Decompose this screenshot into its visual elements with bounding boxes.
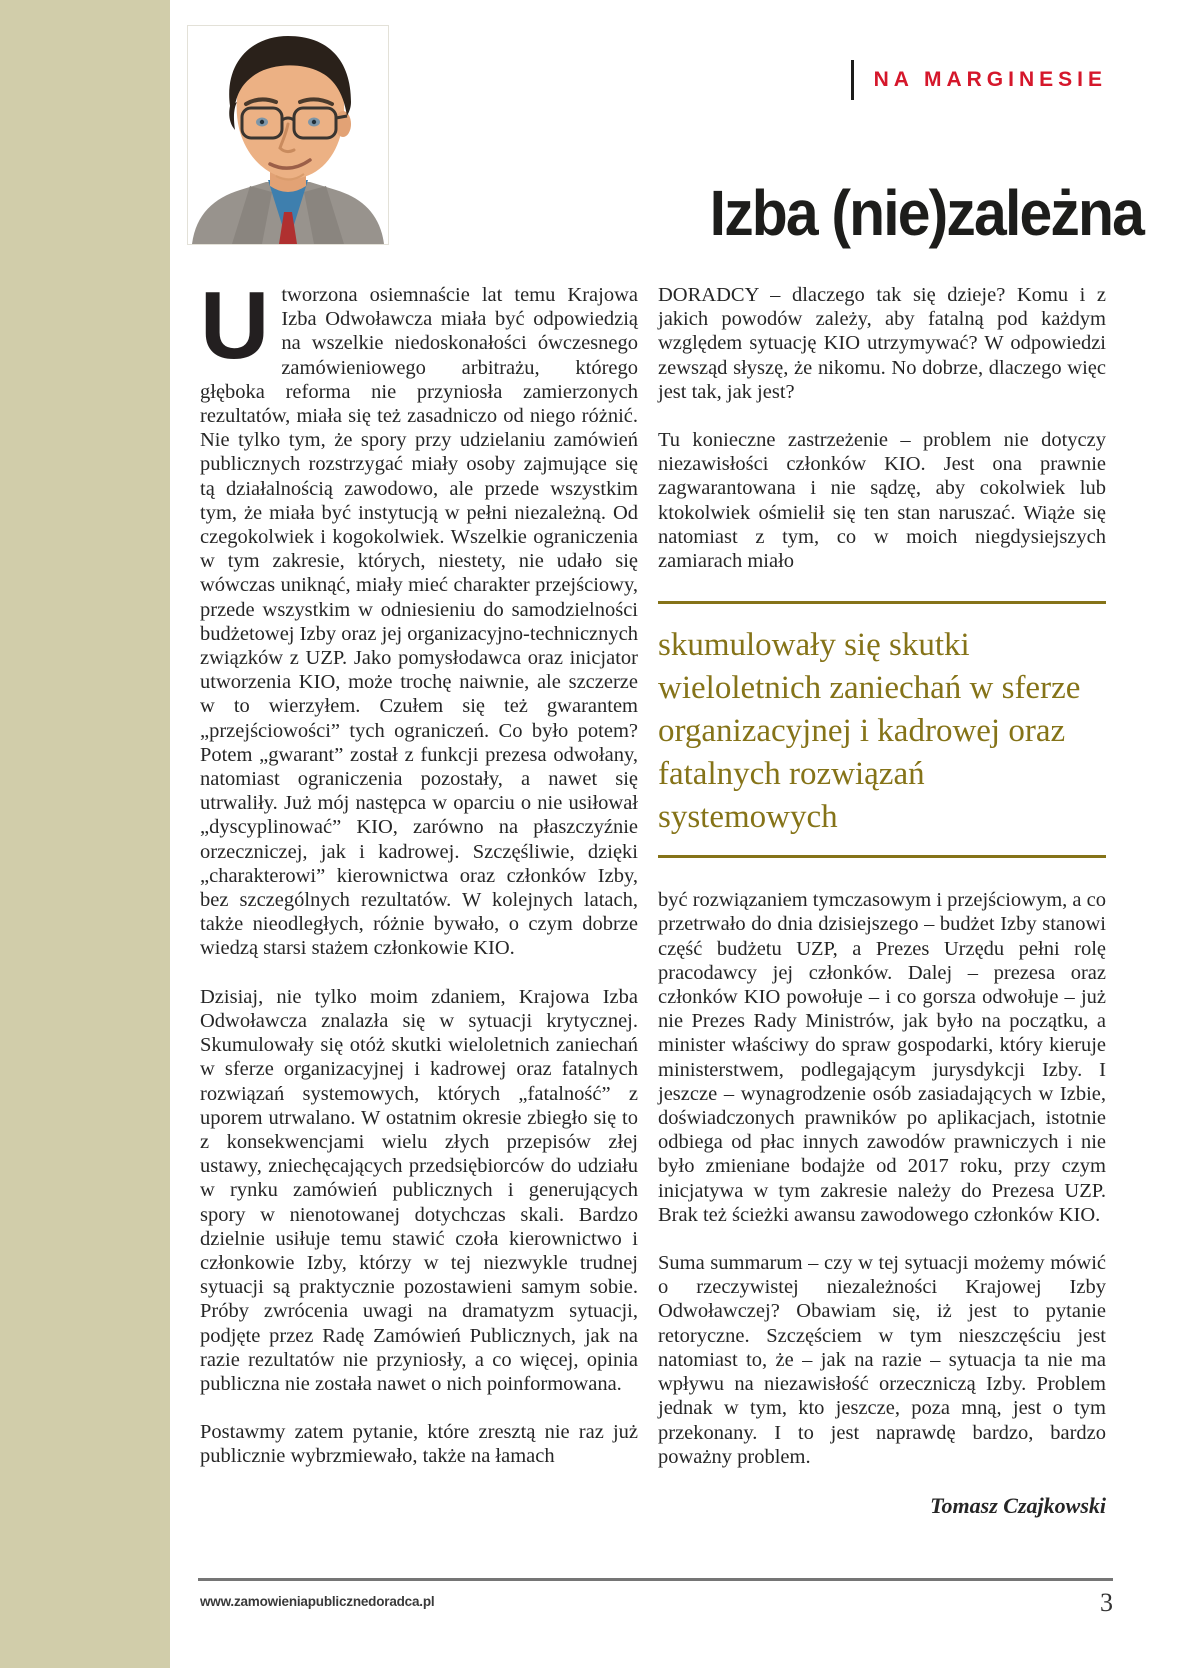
drop-cap: U — [200, 272, 270, 379]
pull-quote-text: skumulowały się skutki wieloletnich zaniechań w sferze organizacyjnej i kadrowej oraz fatalnych rozwiązań systemowych — [658, 627, 1081, 836]
paragraph: DORADCY – dlaczego tak się dzieje? Komu i z jakich powodów zależy, aby fatalną pod każdym względem sytuację KIO utrzymywać? W odpowiedzi zewsząd słyszę, że nikomu. No dobrze, dlaczego więc jest tak, jak jest? — [658, 284, 1106, 403]
author-illustration — [187, 25, 389, 245]
paragraph: Suma summarum – czy w tej sytuacji możemy mówić o rzeczywistej niezależności Krajowej Izby Odwoławczej? Obawiam się, iż jest to pytanie retoryczne. Szczęściem w tym nieszczęściu jest natomiast to, że – jak na razie – sytuacja ta nie ma wpływu na niezawisłość orzeczniczą Izby. Problem jednak w tym, kto jeszcze, poza mną, jest o tym przekonany. I to jest naprawdę bardzo, bardzo poważny problem. — [658, 1252, 1106, 1468]
page-number: 3 — [1100, 1588, 1113, 1617]
article-right-column — [658, 283, 1106, 1519]
paragraph-lead — [200, 272, 638, 961]
page-title: Izba (nie)zależna — [709, 177, 1143, 249]
paragraph: Postawmy zatem pytanie, które zresztą nie raz już publicznie wybrzmiewało, także na łamach — [200, 1421, 638, 1468]
section-kicker — [851, 60, 1107, 100]
pull-quote-block — [658, 601, 1106, 858]
left-margin-stripe — [0, 0, 170, 1668]
paragraph: Dzisiaj, nie tylko moim zdaniem, Krajowa Izba Odwoławcza znalazła się w sytuacji krytycznej. Skumulowały się otóż skutki wieloletnich zaniechań w sferze organizacyjnej i kadrowej oraz fatalnych rozwiązań systemowych, których „fatalność” z uporem utrwalano. W ostatnim okresie zbiegło się to z konsekwencjami wielu złych przepisów złej ustawy, zniechęcających przedsiębiorców do udziału w rynku zamówień publicznych i generujących spory w nienotowanej dotychczas skali. Bardzo dzielnie usiłuje temu stawić czoła kierownictwo i członkowie Izby, którzy w tej niezwykle trudnej sytuacji są praktycznie pozostawieni samym sobie. Próby zwrócenia uwagi na dramatyzm sytuacji, podjęte przez Radę Zamówień Publicznych, jak na razie rezultatów nie przyniosły, a co więcej, opinia publiczna nie została nawet o nich poinformowana. — [200, 985, 638, 1395]
article-left-column — [200, 272, 638, 1469]
author-byline: Tomasz Czajkowski — [930, 1492, 1106, 1518]
paragraph-lead-text: tworzona osiemnaście lat temu Krajowa Izba Odwoławcza miała być odpowiedzią na wszelkie niedoskonałości ówczesnego zamówieniowego arbitrażu, którego głęboka reforma nie przyniosła zamierzonych rezultatów, miała się też zasadniczo od niego różnić. Nie tylko tym, że spory przy udzielaniu zamówień publicznych rozstrzygać miały osoby zajmujące się tą działalnością zawodowo, ale przede wszystkim tym, że miała być instytucją w pełni niezależną. Od czegokolwiek i kogokolwiek. Wszelkie ograniczenia w tym zakresie, których, niestety, nie udało się wówczas uniknąć, miały mieć charakter przejściowy, przede wszystkim w odniesieniu do samodzielności budżetowej Izby oraz jej organizacyjno-technicznych związków z UZP. Jako pomysłodawca oraz inicjator utworzenia KIO, może trochę naiwnie, ale szczerze w to wierzyłem. Czułem się też gwarantem „przejściowości” tych ograniczeń. Co było potem? Potem „gwarant” został z funkcji prezesa odwołany, natomiast ograniczenia pozostały, a nawet się utrwaliły. Już mój następca w oparciu o nie usiłował „dyscyplinować” KIO, zarówno na płaszczyźnie orzeczniczej, jak i kadrowej. Szczęśliwie, dzięki „charakterowi” kierownictwa oraz członków Izby, bez szczególnych rezultatów. W kolejnych latach, także nieodległych, różnie bywało, o czym dobrze wiedzą starsi stażem członkowie KIO. — [200, 284, 638, 960]
author-caricature-icon — [188, 26, 388, 244]
kicker-label: NA MARGINESIE — [873, 68, 1107, 91]
footer-divider-rule — [198, 1578, 1113, 1581]
paragraph: być rozwiązaniem tymczasowym i przejściowym, a co przetrwało do dnia dzisiejszego – budżet Izby stanowi część budżetu UZP, a Prezes Urzędu pełni rolę pracodawcy jej członków. Dalej – prezesa oraz członków KIO powołuje – i co gorsza odwołuje – już nie Prezes Rady Ministrów, jak było na początku, a minister właściwy do spraw gospodarki, który kieruje ministerstwem, podlegającym jurysdykcji Izby. I jeszcze – wynagrodzenie osób zasiadających w Izbie, doświadczonych prawników po aplikacjach, istotnie odbiega od płac innych zawodów prawniczych i nie było zmieniane bodajże od 2017 roku, przy czym inicjatywa w tym zakresie należy do Prezesa UZP. Brak też ścieżki awansu zawodowego członków KIO. — [658, 889, 1106, 1226]
paragraph: Tu konieczne zastrzeżenie – problem nie dotyczy niezawisłości członków KIO. Jest ona prawnie zagwarantowana i nie sądzę, aby cokolwiek lub ktokolwiek ośmielił się ten stan naruszać. Wiąże się natomiast z tym, co w moich niegdysiejszych zamiarach miało — [658, 429, 1106, 573]
footer-website-url: www.zamowieniapublicznedoradca.pl — [200, 1594, 435, 1609]
kicker-divider-bar — [851, 60, 854, 100]
